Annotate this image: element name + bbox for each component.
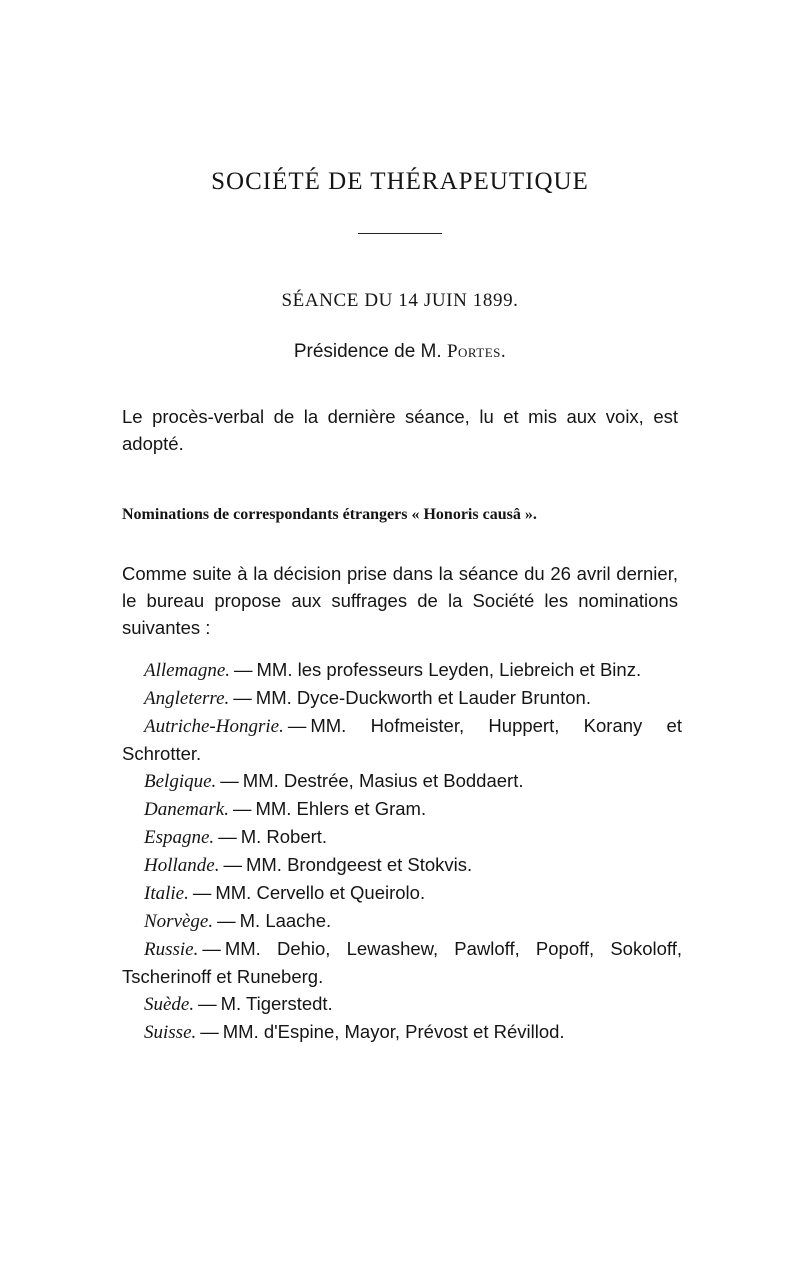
dash-separator: —: [218, 826, 237, 847]
dash-separator: —: [287, 715, 307, 736]
list-item: [122, 712, 682, 767]
country-name: Espagne.: [144, 827, 215, 848]
dash-separator: —: [202, 938, 221, 959]
dash-separator: —: [192, 882, 212, 903]
list-item: [122, 935, 682, 990]
list-item: [122, 823, 682, 851]
nominee-names: MM. Dehio, Lewashew, Pawloff, Popoff, Sokoloff, Tscherinoff et Runeberg.: [122, 938, 682, 987]
dash-separator: —: [220, 770, 239, 791]
nominee-names: MM. Ehlers et Gram.: [255, 798, 427, 819]
lead-paragraph: Comme suite à la décision prise dans la séance du 26 avril dernier, le bureau propose aux suffrages de la Société les nominations suivantes :: [122, 563, 678, 638]
section-heading: Nominations de correspondants étrangers « Honoris causâ ».: [122, 506, 537, 523]
nominations-list: [122, 656, 682, 1046]
dash-separator: —: [234, 659, 253, 680]
nominee-names: MM. Cervello et Queirolo.: [215, 882, 426, 903]
nominee-names: MM. Brondgeest et Stokvis.: [245, 854, 473, 875]
list-item: [122, 795, 682, 823]
president-name: Portes.: [446, 341, 507, 362]
country-name: Suède.: [144, 994, 195, 1015]
presidency-line: [0, 341, 800, 363]
nominee-names: M. Laache.: [239, 910, 332, 931]
dash-separator: —: [198, 993, 217, 1014]
title-divider: [358, 233, 442, 234]
dash-separator: —: [232, 798, 252, 819]
dash-separator: —: [217, 910, 236, 931]
page-title: SOCIÉTÉ DE THÉRAPEUTIQUE: [211, 168, 589, 195]
country-name: Italie.: [144, 883, 189, 904]
list-item: [122, 656, 682, 684]
country-name: Belgique.: [144, 771, 217, 792]
country-name: Angleterre.: [144, 688, 230, 709]
nominee-names: M. Robert.: [240, 826, 328, 847]
list-item: [122, 684, 682, 712]
presidency-prefix: Présidence de M.: [293, 341, 442, 362]
country-name: Allemagne.: [144, 660, 231, 681]
country-name: Russie.: [144, 939, 199, 960]
country-name: Hollande.: [144, 855, 220, 876]
country-name: Norvège.: [144, 911, 214, 932]
nominee-names: MM. d'Espine, Mayor, Prévost et Révillod.: [222, 1021, 565, 1042]
intro-paragraph: Le procès-verbal de la dernière séance, lu et mis aux voix, est adopté.: [122, 406, 678, 454]
list-item: [122, 907, 682, 935]
dash-separator: —: [200, 1021, 219, 1042]
dash-separator: —: [233, 687, 252, 708]
nominee-names: MM. les professeurs Leyden, Liebreich et Binz.: [256, 659, 642, 680]
dash-separator: —: [223, 854, 242, 875]
country-name: Danemark.: [144, 799, 229, 820]
nominee-names: MM. Destrée, Masius et Boddaert.: [242, 770, 524, 791]
country-name: Suisse.: [144, 1022, 197, 1043]
nominee-names: MM. Hofmeister, Huppert, Korany et Schrotter.: [122, 715, 682, 764]
nominee-names: M. Tigerstedt.: [220, 993, 333, 1014]
list-item: [122, 767, 682, 795]
country-name: Autriche-Hongrie.: [144, 716, 284, 737]
nominee-names: MM. Dyce-Duckworth et Lauder Brunton.: [255, 687, 591, 708]
list-item: [122, 990, 682, 1018]
list-item: [122, 1018, 682, 1046]
list-item: [122, 879, 682, 907]
list-item: [122, 851, 682, 879]
session-heading: SÉANCE DU 14 JUIN 1899.: [281, 290, 519, 311]
